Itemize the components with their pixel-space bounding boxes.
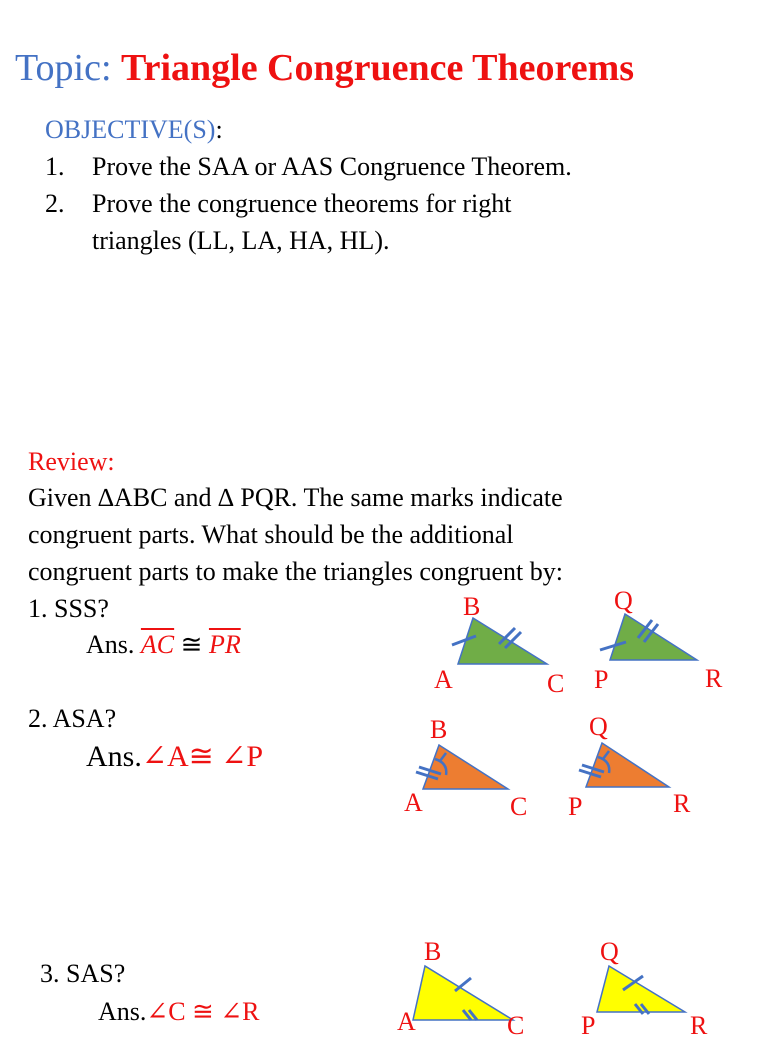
vertex-p-sas: P [581,1011,596,1040]
review-para-line-3: congruent parts to make the triangles congruent by: [28,557,564,586]
vertex-a-sas: A [397,1007,416,1036]
question-sas: 3. SAS? [40,959,126,988]
review-heading: Review: [28,447,115,476]
triangle-abc-sss [440,610,555,670]
objective-2-num: 2. [45,189,65,218]
triangle-pqr-asa-shape [586,743,669,787]
triangle-pqr-sss [592,610,707,670]
triangle-pqr-sas [585,960,695,1024]
answer-sas-text: ∠C ≅ ∠R [146,997,260,1026]
objective-1-text: Prove the SAA or AAS Congruence Theorem. [92,152,572,181]
vertex-r-sss: R [705,664,723,693]
title-label: Topic: [15,47,122,89]
objective-2-text: Prove the congruence theorems for right [92,189,512,218]
answer-asa-text: ∠A≅ ∠P [141,740,264,773]
vertex-r-asa: R [673,789,691,818]
vertex-a-sss: A [434,665,453,694]
answer-sas-prefix: Ans. [98,997,147,1026]
vertex-p-asa: P [568,792,583,821]
answer-sss-congruent-sign: ≅ [174,630,209,659]
vertex-a-asa: A [404,788,423,817]
objectives-heading-text: OBJECTIVE(S) [45,115,216,144]
triangle-pqr-asa [573,735,683,795]
review-para-line-1: Given ∆ABC and ∆ PQR. The same marks indicate [28,483,563,512]
vertex-q-sss: Q [614,586,633,615]
title-main: Triangle Congruence Theorems [121,47,635,89]
page-title [15,44,634,92]
vertex-b-sas: B [424,937,442,966]
objective-2-text-cont: triangles (LL, LA, HA, HL). [92,226,390,255]
objective-1-num: 1. [45,152,65,181]
vertex-c-sss: C [547,669,565,698]
answer-sss [86,626,241,663]
vertex-b-asa: B [430,715,448,744]
vertex-r-sas: R [690,1011,708,1040]
vertex-p-sss: P [594,665,609,694]
answer-sss-prefix: Ans. [86,630,141,659]
answer-sss-segment-a: $\overline{AC}$ [140,630,175,659]
question-sss: 1. SSS? [28,594,109,623]
question-asa: 2. ASA? [28,704,117,733]
answer-sss-segment-b: $\overline{PR}$ [208,630,241,659]
answer-sas [98,993,259,1030]
vertex-q-sas: Q [600,937,619,966]
review-para-line-2: congruent parts. What should be the additional [28,520,514,549]
answer-asa [86,738,263,776]
vertex-b-sss: B [463,592,481,621]
answer-asa-prefix: Ans. [86,740,142,773]
objectives-heading [45,113,223,147]
triangle-pqr-sss-shape [610,614,697,660]
objectives-heading-colon: : [215,115,223,144]
vertex-q-asa: Q [589,712,608,741]
vertex-c-asa: C [510,792,528,821]
vertex-c-sas: C [507,1011,525,1040]
triangle-abc-asa-shape [423,745,508,789]
triangle-abc-asa [410,735,520,795]
